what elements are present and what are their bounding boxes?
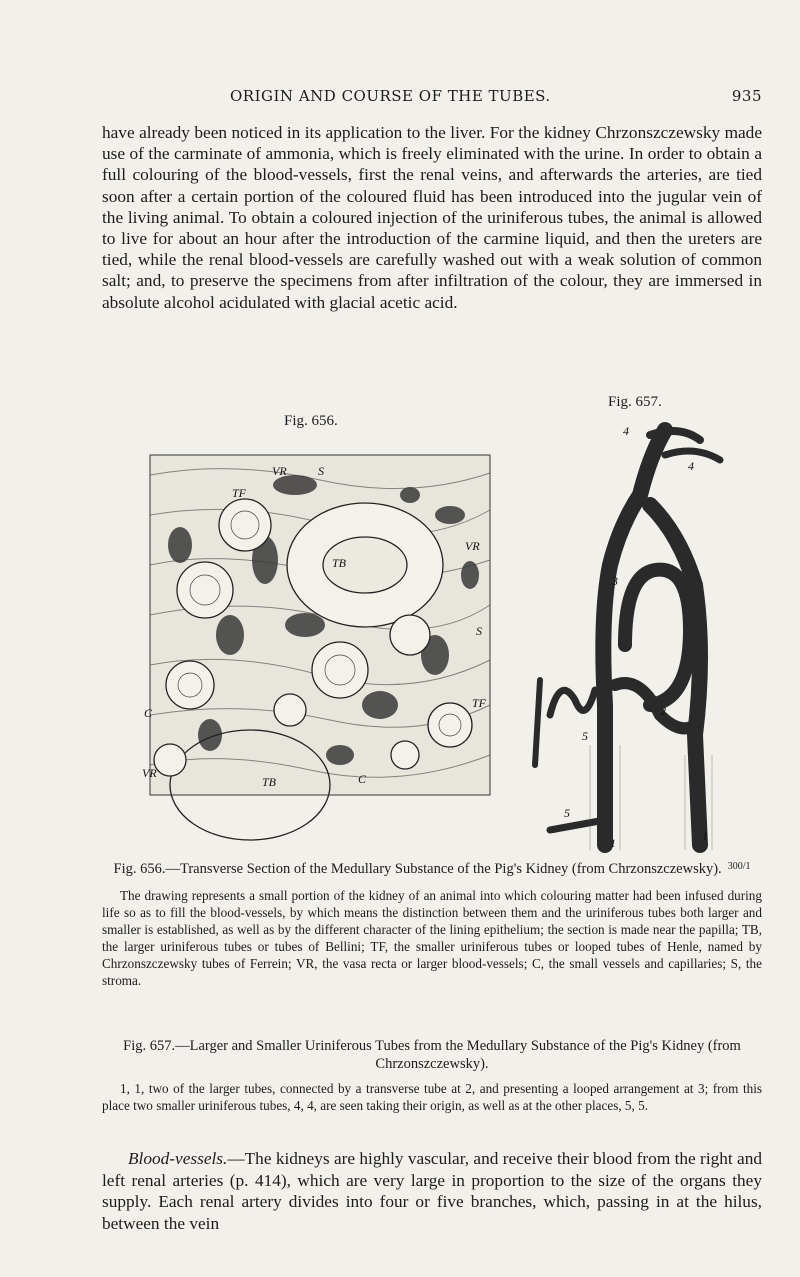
fig656-illustration xyxy=(142,455,490,795)
fig657-caption-title: Fig. 657.—Larger and Smaller Uriniferous Tubes from the Medullary Substance of the Pig's Kidney (from Chrzonszczewsky). xyxy=(123,1038,741,1072)
fig657-label-4b: 4 xyxy=(688,459,694,473)
blood-vessels-paragraph xyxy=(102,1148,762,1234)
fig656-label-c-left: C xyxy=(144,706,153,720)
fig656-ratio: 300/1 xyxy=(727,861,751,872)
blood-vessels-heading: Blood-vessels. xyxy=(128,1149,228,1168)
fig656-label-tf-top: TF xyxy=(232,486,247,500)
fig656-label-tb-center: TB xyxy=(332,556,347,570)
fig657-caption-body: 1, 1, two of the larger tubes, connected by a transverse tube at 2, and presenting a looped arrangement at 3; from this place two smaller uriniferous tubes, 4, 4, are seen taking their origin, as well as at the other places, 5, 5. xyxy=(102,1081,762,1113)
fig657-illustration xyxy=(530,415,752,850)
running-title: ORIGIN AND COURSE OF THE TUBES. xyxy=(230,87,551,105)
fig656-caption-title: Fig. 656.—Transverse Section of the Medullary Substance of the Pig's Kidney (from Chrzonszczewsky). xyxy=(113,861,722,877)
fig656-label-c-bottom: C xyxy=(358,772,367,786)
fig657-label-5b: 5 xyxy=(564,806,570,820)
fig656-label-s-right: S xyxy=(476,624,482,638)
fig656-label-tf-right: TF xyxy=(472,696,487,710)
blood-vessels-text: —The kidneys are highly vascular, and receive their blood from the right and left renal arteries (p. 414), which are very large in proportion to the size of the organs they supply. Each renal artery divides into four or five branches, which, passing in at the hilus, between the vein xyxy=(102,1149,762,1233)
fig656-label-tb-bottom: TB xyxy=(262,775,277,789)
fig657-label-1b: 1 xyxy=(702,829,708,843)
fig657-label-3: 3 xyxy=(612,574,618,588)
fig657-caption xyxy=(102,1037,762,1115)
fig656-label: Fig. 656. xyxy=(284,413,338,429)
fig656-caption xyxy=(102,860,762,989)
fig656-label-vr-top: VR xyxy=(272,464,287,478)
fig657-label-2: 2 xyxy=(660,704,666,718)
fig657-label: Fig. 657. xyxy=(608,394,662,410)
intro-paragraph-block xyxy=(102,122,762,313)
fig657-label-5a: 5 xyxy=(582,729,588,743)
fig656-label-vr-bottom: VR xyxy=(142,766,157,780)
fig656-caption-body: The drawing represents a small portion of the kidney of an animal into which colouring matter had been infused during life so as to fill the blood-vessels, by which means the distinction between them and the uriniferous tubes both larger and smaller is established, as well as by the different character of the lining epithelium; the section is made near the papilla; TB, the larger uriniferous tubes or tubes of Bellini; TF, the smaller uriniferous tubes or looped tubes of Henle, named by Chrzonszczewsky tubes of Ferrein; VR, the vasa recta or larger blood-vessels; C, the small vessels and capillaries; S, the stroma. xyxy=(102,888,762,988)
fig656-label-vr-right: VR xyxy=(465,539,480,553)
running-header xyxy=(100,87,762,109)
fig657-label-4a: 4 xyxy=(623,424,629,438)
fig657-label-1a: 1 xyxy=(610,836,616,850)
intro-paragraph: have already been noticed in its application to the liver. For the kidney Chrzonszczewsky made use of the carminate of ammonia, which is freely eliminated with the urine. In order to obtain a full colouring of the blood-vessels, first the renal veins, and afterwards the arteries, are tied soon after a certain portion of the coloured fluid has been introduced into the jugular vein of the living animal. To obtain a coloured injection of the uriniferous tubes, the animal is allowed to live for about an hour after the introduction of the carmine liquid, and then the ureters are tied, while the renal blood-vessels are carefully washed out with a weak solution of common salt; and, to preserve the specimens from after infiltration of the colour, they are immersed in absolute alcohol acidulated with glacial acetic acid. xyxy=(102,123,762,312)
fig656-caption-title-row xyxy=(102,860,762,880)
fig656-label-s-top: S xyxy=(318,464,324,478)
page-number: 935 xyxy=(731,87,762,105)
